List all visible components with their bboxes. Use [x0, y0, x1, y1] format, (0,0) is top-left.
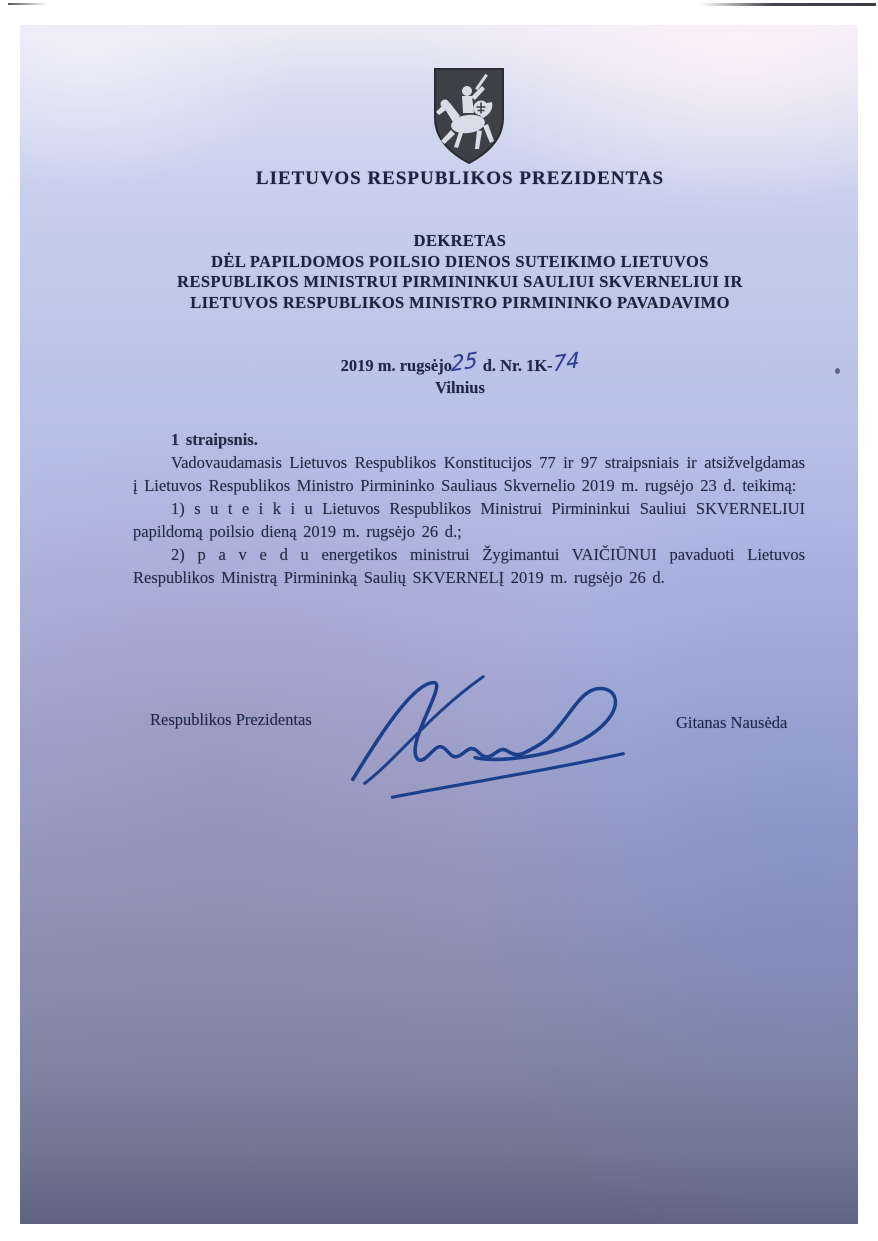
scan-artifact-speck — [835, 368, 840, 374]
article-heading: 1 straipsnis. — [171, 430, 258, 449]
decree-title-line-1: DĖL PAPILDOMOS POILSIO DIENOS SUTEIKIMO LIETUVOS — [211, 251, 709, 271]
city-label: Vilnius — [435, 378, 485, 397]
decree-title-line-3: LIETUVOS RESPUBLIKOS MINISTRO PIRMININKO PAVADAVIMO — [190, 292, 730, 312]
handwritten-day: 25 — [450, 347, 478, 377]
institution-title: LIETUVOS RESPUBLIKOS PREZIDENTAS — [255, 168, 665, 189]
decree-title-line-2: RESPUBLIKOS MINISTRUI PIRMININKUI SAULIUI SKVERNELIUI IR — [177, 272, 743, 291]
decree-item-1: 1) s u t e i k i u Lietuvos Respublikos Ministrui Pirmininkui Sauliui SKVERNELIUI papildomą poilsio dieną 2019 m. rugsėjo 26 d.; — [133, 499, 805, 541]
date-middle: d. Nr. 1K- — [482, 356, 553, 375]
decree-item-2: 2) p a v e d u energetikos ministrui Žygimantui VAIČIŪNUI pavaduoti Lietuvos Respublikos Ministrą Pirmininką Saulių SKVERNELĮ 2019 m. rugsėjo 26 d. — [133, 545, 805, 587]
scan-artifact-line-left — [8, 3, 48, 5]
date-prefix: 2019 m. rugsėjo — [340, 356, 452, 375]
date-number-line — [62, 347, 858, 377]
signature-icon — [332, 653, 654, 811]
decree-heading — [20, 231, 858, 313]
coat-of-arms-vytis-icon — [430, 66, 508, 166]
dateline — [20, 347, 858, 399]
paragraph-intro: Vadovaudamasis Lietuvos Respublikos Konstitucijos 77 ir 97 straipsniais ir atsižvelgdamas į Lietuvos Respublikos Ministro Pirmininko Sauliaus Skvernelio 2019 m. rugsėjo 23 d. teikimą: — [133, 453, 805, 495]
decree-body — [133, 428, 805, 589]
decree-label: DEKRETAS — [413, 231, 507, 250]
document-page — [20, 25, 858, 1224]
signer-name: Gitanas Nausėda — [676, 713, 788, 732]
signer-role: Respublikos Prezidentas — [150, 710, 312, 729]
handwritten-decree-number: 74 — [552, 347, 580, 377]
scan-artifact-line-right — [700, 3, 876, 6]
